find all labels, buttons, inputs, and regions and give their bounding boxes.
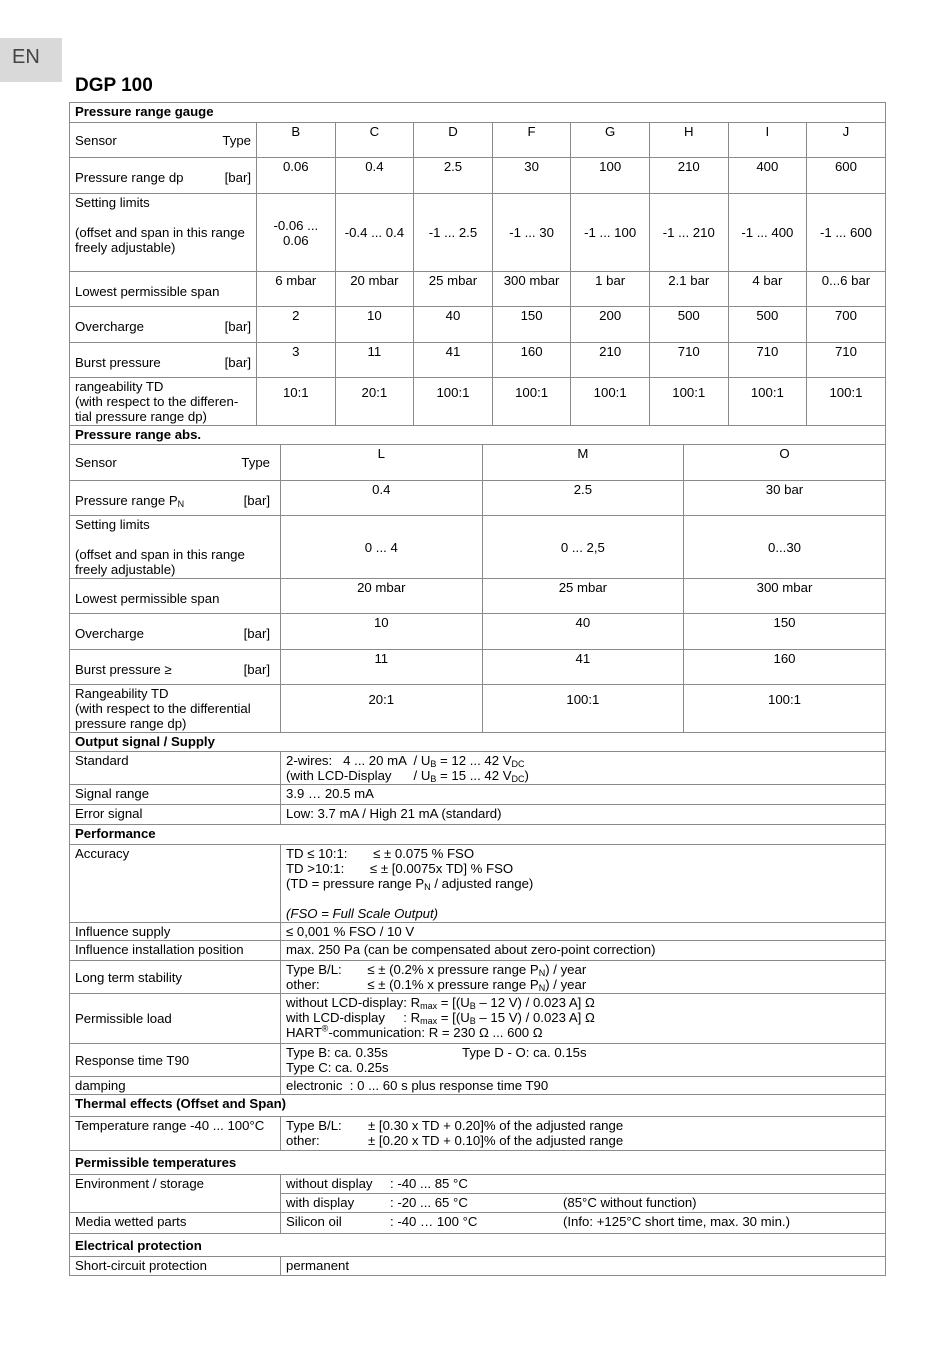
response-label: Response time T90 [70,1044,281,1077]
abs-burst-label: Burst pressure ≥ [bar] [70,650,281,685]
signal-range-value: 3.9 … 20.5 mA [281,785,886,805]
gauge-overcharge-label: Overcharge [bar] [70,307,257,343]
gauge-range-value: 30 [492,158,571,194]
gauge-overcharge-value: 150 [492,307,571,343]
language-tab: EN [0,38,62,82]
abs-burst-value: 11 [281,650,483,685]
gauge-type: H [649,123,728,158]
gauge-range-label: Pressure range dp [bar] [70,158,257,194]
gauge-td-value: 100:1 [807,378,886,426]
gauge-td-value: 100:1 [649,378,728,426]
damping-value: electronic : 0 ... 60 s plus response time T90 [281,1077,886,1095]
gauge-setting-value: -1 ... 600 [807,194,886,272]
gauge-span-value: 25 mbar [414,272,493,307]
gauge-span-value: 4 bar [728,272,807,307]
abs-table [69,425,886,1276]
gauge-td-value: 100:1 [571,378,650,426]
gauge-overcharge-value: 200 [571,307,650,343]
gauge-range-value: 210 [649,158,728,194]
output-header: Output signal / Supply [70,733,886,752]
env-with-display: with display : -20 ... 65 °C (85°C without function) [281,1194,886,1213]
abs-header: Pressure range abs. [70,426,886,445]
temps-header: Permissible temperatures [70,1151,886,1175]
gauge-type: D [414,123,493,158]
gauge-span-value: 6 mbar [257,272,336,307]
gauge-span-label: Lowest permissible span [70,272,257,307]
gauge-burst-value: 160 [492,343,571,378]
gauge-td-value: 100:1 [414,378,493,426]
accuracy-label: Accuracy [70,845,281,923]
performance-header: Performance [70,825,886,845]
stability-value: Type B/L: ≤ ± (0.2% x pressure range $P_N$) / year other: ≤ ± (0.1% x pressure range $P_N$) / year [281,961,886,994]
gauge-setting-value: -1 ... 100 [571,194,650,272]
abs-td-value: 100:1 [684,685,886,733]
gauge-type: B [257,123,336,158]
gauge-td-label: rangeability TD (with respect to the differen- tial pressure range dp) [70,378,257,426]
gauge-type: I [728,123,807,158]
error-signal-label: Error signal [70,805,281,825]
installation-label: Influence installation position [70,941,281,961]
gauge-type: J [807,123,886,158]
gauge-setting-value: -1 ... 30 [492,194,571,272]
abs-setting-value: 0 ... 2,5 [482,516,684,579]
response-value: Type B: ca. 0.35s Type D - O: ca. 0.15s Type C: ca. 0.25s [281,1044,886,1077]
abs-td-value: 20:1 [281,685,483,733]
abs-span-value: 300 mbar [684,579,886,614]
abs-burst-value: 41 [482,650,684,685]
gauge-overcharge-value: 500 [728,307,807,343]
abs-type: O [684,445,886,481]
stability-label: Long term stability [70,961,281,994]
installation-value: max. 250 Pa (can be compensated about zero-point correction) [281,941,886,961]
abs-overcharge-value: 10 [281,614,483,650]
gauge-overcharge-value: 10 [335,307,414,343]
gauge-range-value: 600 [807,158,886,194]
abs-setting-label: Setting limits (offset and span in this range freely adjustable) [70,516,281,579]
abs-range-label: Pressure range $P_N$ [bar] [70,481,281,516]
gauge-burst-value: 710 [649,343,728,378]
load-value: without LCD-display: $R_{max} = [(U_B - 12$ V) / 0.023 A] Ω with LCD-display : $R_{max} = [(U_B - 15$ V) / 0.023 A] Ω HART®-communication: R = 230 Ω ... 600 Ω [281,994,886,1044]
environment-label: Environment / storage [70,1175,281,1213]
gauge-span-value: 20 mbar [335,272,414,307]
abs-overcharge-value: 150 [684,614,886,650]
abs-range-value: 2.5 [482,481,684,516]
abs-setting-value: 0...30 [684,516,886,579]
gauge-overcharge-value: 700 [807,307,886,343]
abs-burst-value: 160 [684,650,886,685]
gauge-range-value: 2.5 [414,158,493,194]
media-value: Silicon oil : -40 … 100 °C (Info: +125°C short time, max. 30 min.) [281,1213,886,1234]
gauge-overcharge-value: 40 [414,307,493,343]
abs-sensor-label: Sensor Type [70,445,281,481]
damping-label: damping [70,1077,281,1095]
gauge-setting-label: Setting limits (offset and span in this range freely adjustable) [70,194,257,272]
abs-range-value: 0.4 [281,481,483,516]
abs-td-label: Rangeability TD (with respect to the differential pressure range dp) [70,685,281,733]
gauge-setting-value: -0.4 ... 0.4 [335,194,414,272]
gauge-range-value: 0.4 [335,158,414,194]
gauge-type: G [571,123,650,158]
short-circuit-label: Short-circuit protection [70,1257,281,1276]
abs-span-value: 20 mbar [281,579,483,614]
gauge-type: C [335,123,414,158]
abs-span-label: Lowest permissible span [70,579,281,614]
env-without-display: without display : -40 ... 85 °C [281,1175,886,1194]
gauge-type: F [492,123,571,158]
gauge-td-value: 100:1 [728,378,807,426]
gauge-span-value: 1 bar [571,272,650,307]
influence-supply-label: Influence supply [70,923,281,941]
gauge-table [69,102,886,426]
accuracy-value: TD ≤ 10:1: ≤ ± 0.075 % FSO TD >10:1: ≤ ± [0.0075x TD] % FSO (TD = pressure range $P_N$ / adjusted range) (FSO = Full Scale Output) [281,845,886,923]
abs-overcharge-value: 40 [482,614,684,650]
abs-type: L [281,445,483,481]
gauge-setting-value: -1 ... 400 [728,194,807,272]
gauge-burst-value: 710 [728,343,807,378]
thermal-value: Type B/L: ± [0.30 x TD + 0.20]% of the adjusted range other: ± [0.20 x TD + 0.10]% of the adjusted range [281,1117,886,1151]
abs-type: M [482,445,684,481]
error-signal-value: Low: 3.7 mA / High 21 mA (standard) [281,805,886,825]
standard-label: Standard [70,752,281,785]
standard-value: 2-wires: 4 ... 20 mA / $U_B = 12$ ... 42 $V_{DC}$ (with LCD-Display / $U_B = 15$ ... 42 $V_{DC}$) [281,752,886,785]
abs-span-value: 25 mbar [482,579,684,614]
gauge-range-value: 400 [728,158,807,194]
abs-td-value: 100:1 [482,685,684,733]
abs-range-value: 30 bar [684,481,886,516]
gauge-td-value: 100:1 [492,378,571,426]
media-label: Media wetted parts [70,1213,281,1234]
gauge-td-value: 20:1 [335,378,414,426]
electrical-header: Electrical protection [70,1234,886,1257]
gauge-range-value: 0.06 [257,158,336,194]
gauge-burst-value: 210 [571,343,650,378]
thermal-label: Temperature range -40 ... 100°C [70,1117,281,1151]
gauge-burst-value: 3 [257,343,336,378]
gauge-burst-label: Burst pressure [bar] [70,343,257,378]
gauge-overcharge-value: 500 [649,307,728,343]
gauge-burst-value: 11 [335,343,414,378]
load-label: Permissible load [70,994,281,1044]
gauge-overcharge-value: 2 [257,307,336,343]
gauge-td-value: 10:1 [257,378,336,426]
signal-range-label: Signal range [70,785,281,805]
abs-setting-value: 0 ... 4 [281,516,483,579]
document-title: DGP 100 [75,75,153,96]
gauge-setting-value: -1 ... 2.5 [414,194,493,272]
gauge-range-value: 100 [571,158,650,194]
thermal-header: Thermal effects (Offset and Span) [70,1095,886,1117]
gauge-span-value: 2.1 bar [649,272,728,307]
gauge-setting-value: -1 ... 210 [649,194,728,272]
gauge-span-value: 0...6 bar [807,272,886,307]
gauge-header: Pressure range gauge [70,103,886,123]
influence-supply-value: ≤ 0,001 % FSO / 10 V [281,923,886,941]
gauge-sensor-label: Sensor Type [70,123,257,158]
gauge-burst-value: 41 [414,343,493,378]
short-circuit-value: permanent [281,1257,886,1276]
gauge-setting-value: -0.06 ... 0.06 [257,194,336,272]
gauge-span-value: 300 mbar [492,272,571,307]
gauge-burst-value: 710 [807,343,886,378]
abs-overcharge-label: Overcharge [bar] [70,614,281,650]
